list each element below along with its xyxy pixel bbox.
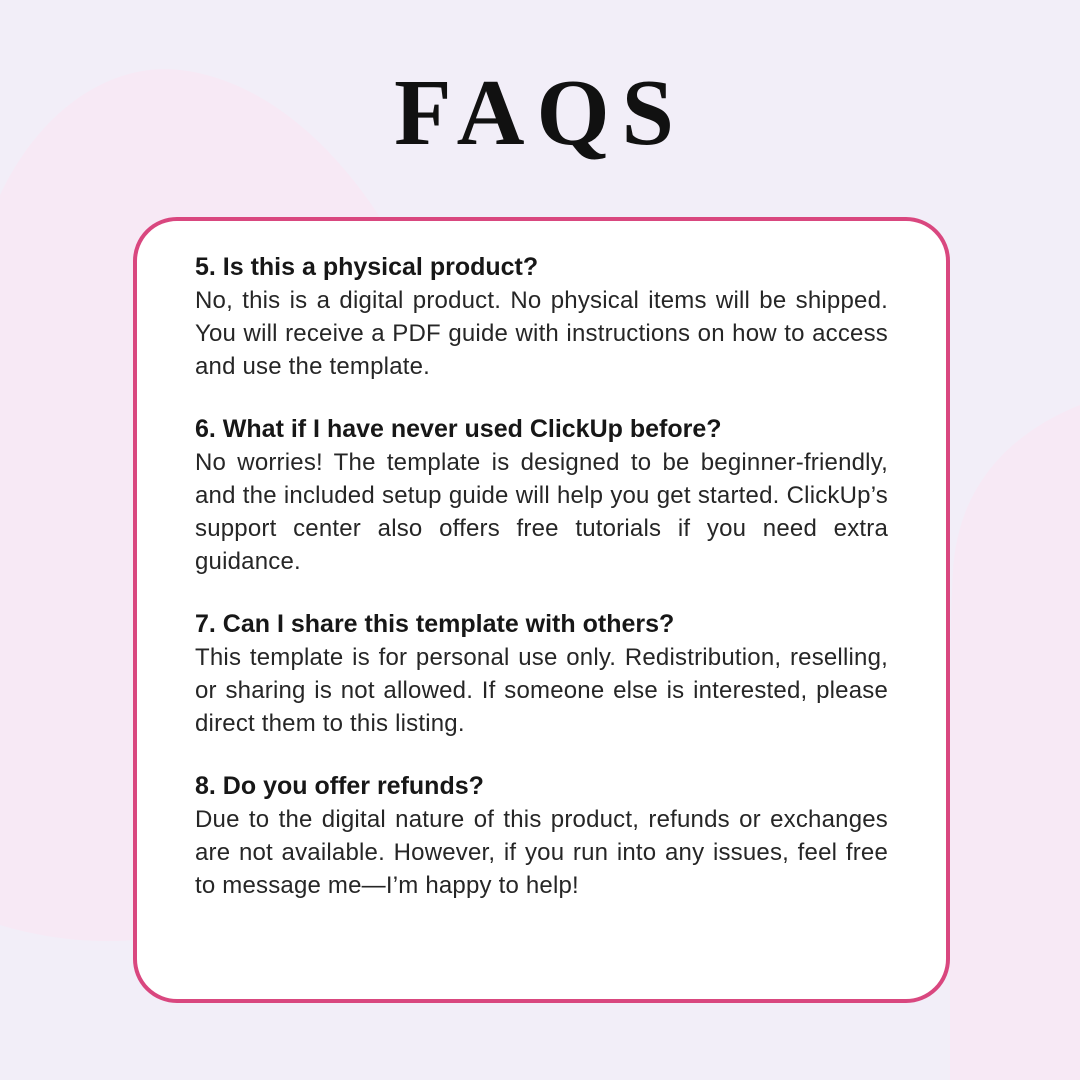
faq-item-5 [195, 251, 888, 383]
faq-item-8 [195, 770, 888, 902]
faq-question: 8. Do you offer refunds? [195, 772, 484, 800]
faq-question: 6. What if I have never used ClickUp before? [195, 415, 722, 443]
faq-answer: Due to the digital nature of this product, refunds or exchanges are not available. However, if you run into any issues, feel free to message me—I’m happy to help! [195, 806, 888, 899]
faq-answer: No worries! The template is designed to be beginner-friendly, and the included setup guide will help you get started. ClickUp’s support center also offers free tutorials if you need extra guidance. [195, 449, 888, 575]
faq-answer: This template is for personal use only. Redistribution, reselling, or sharing is not allowed. If someone else is interested, please direct them to this listing. [195, 644, 888, 737]
faq-answer: No, this is a digital product. No physical items will be shipped. You will receive a PDF guide with instructions on how to access and use the template. [195, 287, 888, 380]
faq-item-6 [195, 413, 888, 578]
faq-question: 5. Is this a physical product? [195, 253, 539, 281]
background-blob-right [950, 405, 1080, 1080]
faq-card [133, 217, 950, 1003]
faq-question: 7. Can I share this template with others? [195, 610, 675, 638]
faq-item-7 [195, 608, 888, 740]
page-title: FAQS [394, 61, 686, 165]
